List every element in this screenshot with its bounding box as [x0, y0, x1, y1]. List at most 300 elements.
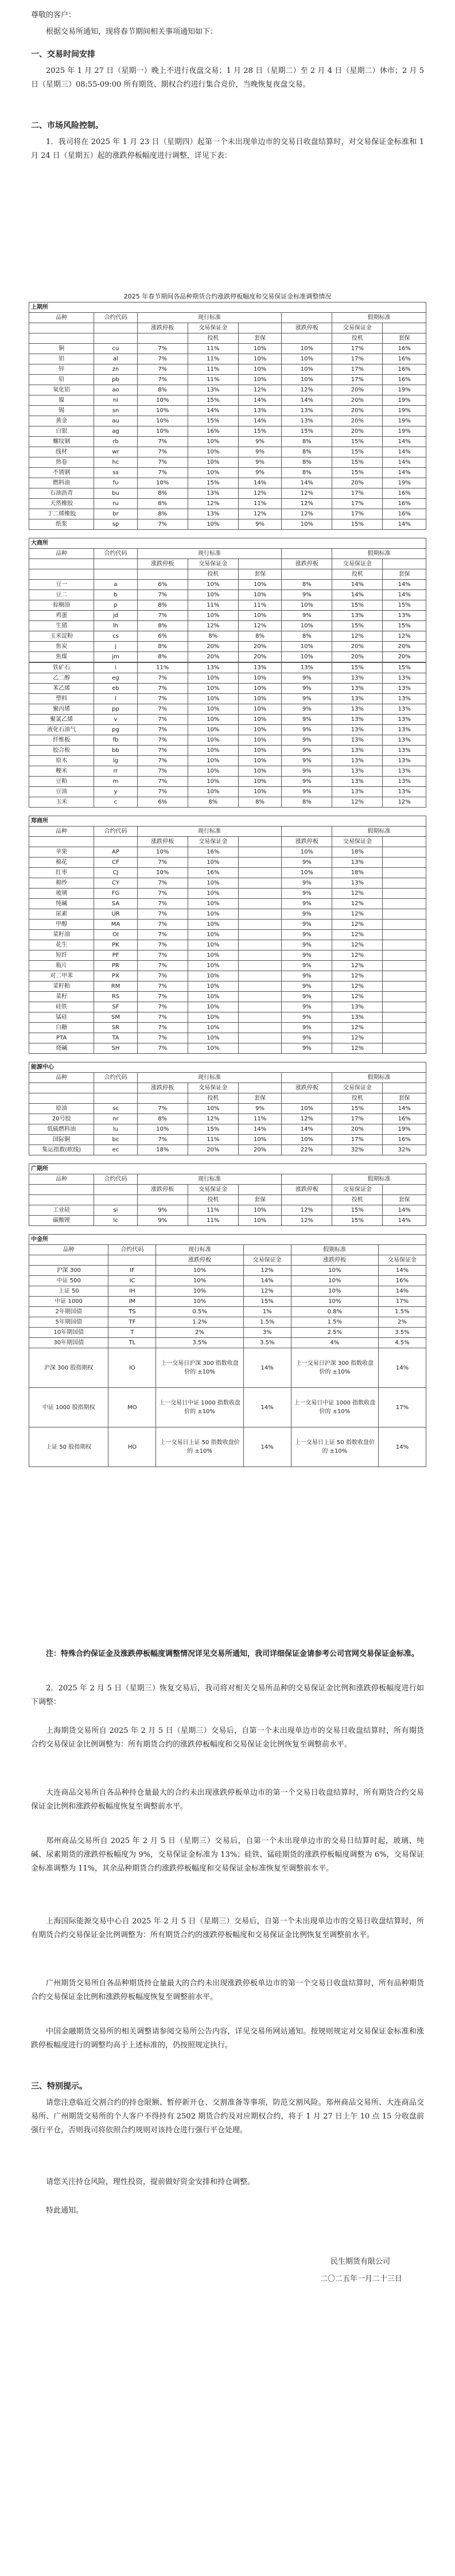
rate-cell: 15%	[188, 1124, 238, 1135]
product-name: 液化石油气	[29, 725, 94, 735]
rate-cell: 14%	[383, 457, 426, 468]
contract-code: SM	[94, 1012, 137, 1023]
rate-cell: 10%	[188, 437, 238, 447]
rate-cell: 32%	[383, 1145, 426, 1155]
rate-cell: 10%	[188, 889, 238, 899]
rate-cell: 8%	[137, 642, 188, 652]
table-row	[29, 992, 426, 1002]
product-name: 粳米	[29, 766, 94, 777]
subheader-cell: 涨跌停板	[282, 323, 332, 333]
rate-cell: 9%	[282, 746, 332, 756]
rate-cell: 15%	[243, 1297, 291, 1307]
contract-code: IM	[108, 1297, 156, 1307]
rate-cell: 13%	[282, 406, 332, 416]
table-row	[29, 981, 426, 992]
contract-code: SH	[94, 1043, 137, 1054]
rate-cell: 7%	[137, 940, 188, 951]
table-row	[29, 1328, 426, 1338]
subheader-row	[29, 559, 426, 569]
header-cell: 合约代码	[94, 1073, 137, 1083]
header-cell	[282, 827, 332, 837]
rate-cell: 10%	[137, 478, 188, 488]
subheader-cell: 交易保证金	[188, 837, 238, 847]
table-6	[29, 1163, 426, 1226]
product-name: 焦煤	[29, 652, 94, 662]
rate-cell: 7%	[137, 735, 188, 746]
rate-cell: 10%	[188, 694, 238, 704]
subheader-row	[29, 1195, 426, 1205]
rate-cell: 10%	[188, 673, 238, 684]
rate-cell: 16%	[383, 509, 426, 519]
rate-cell: 19%	[383, 385, 426, 395]
subheader-cell: 交易保证金	[243, 1255, 291, 1266]
rate-cell: 13%	[332, 787, 383, 797]
rate-cell: 18%	[137, 1145, 188, 1155]
contract-code: sp	[94, 519, 137, 530]
rate-cell: 10%	[188, 457, 238, 468]
product-name: 胶合板	[29, 746, 94, 756]
rate-cell: 10%	[238, 673, 281, 684]
product-name: 2年期国债	[29, 1307, 108, 1317]
rate-cell	[383, 961, 426, 971]
product-name: 10年期国债	[29, 1328, 108, 1338]
para-cffex: 中国金融期货交易所的相关调整请参阅交易所公告内容，详见交易所网站通知。按规则规定对交易保证金标准和涨跌停板幅度进行的调整均高于上述标准的，仍按照规定执行。	[31, 2027, 424, 2050]
rate-cell: 8%	[188, 797, 238, 808]
table-4	[29, 816, 426, 1054]
rate-cell: 17%	[332, 509, 383, 519]
table-row	[29, 1043, 426, 1054]
rate-cell	[383, 858, 426, 868]
rate-cell: 8%	[137, 385, 188, 395]
product-name: 玉米淀粉	[29, 631, 94, 642]
rate-cell: 1.5%	[243, 1317, 291, 1328]
rate-cell: 10%	[282, 600, 332, 611]
table-row	[29, 437, 426, 447]
contract-code: SF	[94, 1002, 137, 1012]
product-name: 棉花	[29, 858, 94, 868]
subheader-cell: 交易保证金	[188, 1083, 238, 1093]
header-cell: 合约代码	[94, 827, 137, 837]
rate-cell: 1%	[243, 1307, 291, 1317]
product-name: 短纤	[29, 951, 94, 961]
rate-cell: 12%	[188, 499, 238, 509]
rate-cell: 7%	[137, 354, 188, 364]
header-cell: 假期标准	[332, 549, 426, 559]
subheader-cell	[238, 1185, 281, 1195]
rate-cell	[238, 951, 281, 961]
rate-cell: 9%	[282, 777, 332, 787]
subheader-cell	[94, 569, 137, 580]
rate-cell: 14%	[238, 395, 281, 406]
rate-cell	[383, 868, 426, 878]
subheader-cell	[29, 559, 94, 569]
rate-cell: 10%	[188, 1002, 238, 1012]
rate-cell	[238, 930, 281, 940]
table-row	[29, 478, 426, 488]
rate-cell: 2.5%	[291, 1328, 378, 1338]
para-2: 2．2025 年 2 月 5 日（星期三）恢复交易后，我司将对相关交易所品种的交易保证金比例和涨跌停板幅度进行如下调整：	[31, 1684, 424, 1706]
subheader-cell: 涨跌停板	[137, 1083, 188, 1093]
section-row	[29, 1062, 426, 1073]
product-name: 天然橡胶	[29, 499, 94, 509]
subheader-cell	[29, 1195, 94, 1205]
rate-cell: 10%	[282, 621, 332, 631]
rate-cell: 10%	[137, 1124, 188, 1135]
table-row	[29, 1124, 426, 1135]
rate-cell	[238, 899, 281, 909]
contract-code: ec	[94, 1145, 137, 1155]
rate-cell: 15%	[238, 426, 281, 437]
rate-cell: 7%	[137, 909, 188, 920]
header-cell	[282, 1073, 332, 1083]
table-row	[29, 385, 426, 395]
rate-cell: 7%	[137, 787, 188, 797]
header-row	[29, 1245, 426, 1255]
table-row	[29, 621, 426, 631]
rate-cell: 16%	[383, 1135, 426, 1145]
rate-cell: 12%	[383, 631, 426, 642]
table-row	[29, 663, 426, 673]
rate-cell: 7%	[137, 694, 188, 704]
rate-cell: 17%	[332, 1135, 383, 1145]
subheader-cell: 交易保证金	[188, 559, 238, 569]
contract-code: pp	[94, 704, 137, 715]
rate-cell: 19%	[383, 406, 426, 416]
table-row	[29, 1033, 426, 1043]
rate-cell: 10%	[238, 1205, 281, 1216]
product-name: 菜籽	[29, 992, 94, 1002]
table-row	[29, 488, 426, 499]
table-row	[29, 509, 426, 519]
rate-cell: 15%	[383, 600, 426, 611]
rate-cell: 15%	[332, 468, 383, 478]
rate-cell: 9%	[238, 437, 281, 447]
rate-cell: 10%	[188, 468, 238, 478]
rate-cell: 20%	[383, 642, 426, 652]
rate-cell: 13%	[188, 488, 238, 499]
rate-cell: 12%	[238, 385, 281, 395]
exchange-name: 中金所	[29, 1235, 426, 1245]
subheader-cell	[29, 837, 94, 847]
product-name: 聚丙烯	[29, 704, 94, 715]
rate-cell: 6%	[137, 631, 188, 642]
para-czce: 郑州商品交易所自 2025 年 2 月 5 日（星期三）交易后，自第一个未出现单边市的交易日结算时起，玻璃、纯碱、尿素期货的涨跌停板幅度为 9%，交易保证金标准为 13%；硅铁、锰硅期货的涨跌停板幅度调整为 6%，交易保证金标准调整为 11%，其余品种期货合约涨跌停板幅度和交易保证金标准恢复至调整前水平。	[31, 1837, 424, 1873]
rate-cell: 12%	[332, 971, 383, 981]
rate-cell: 17%	[332, 1114, 383, 1124]
rate-cell: 20%	[188, 642, 238, 652]
rate-cell: 15%	[332, 457, 383, 468]
rate-cell: 11%	[188, 364, 238, 375]
rate-cell: 14%	[378, 1348, 426, 1388]
rate-cell: 7%	[137, 673, 188, 684]
rate-cell: 7%	[137, 715, 188, 725]
rate-cell	[238, 858, 281, 868]
rate-cell: 10%	[188, 909, 238, 920]
rate-cell: 8%	[282, 457, 332, 468]
rate-cell: 10%	[137, 416, 188, 426]
rate-cell	[238, 1043, 281, 1054]
rate-cell: 15%	[332, 600, 383, 611]
contract-code: c	[94, 797, 137, 808]
rate-cell: 10%	[238, 756, 281, 766]
rate-cell: 13%	[383, 611, 426, 621]
rate-cell	[238, 971, 281, 981]
rate-cell: 7%	[137, 611, 188, 621]
rate-cell: 13%	[383, 725, 426, 735]
exchange-name: 大商所	[29, 538, 426, 549]
contract-code: pg	[94, 725, 137, 735]
subheader-cell: 涨跌停板	[156, 1255, 243, 1266]
product-name: 铁矿石	[29, 663, 94, 673]
subheader-cell	[238, 559, 281, 569]
rate-cell: 2%	[156, 1328, 243, 1338]
table-row	[29, 1338, 426, 1348]
contract-code: MA	[94, 920, 137, 930]
product-name: 镍	[29, 395, 94, 406]
rate-cell: 11%	[188, 600, 238, 611]
header-cell: 假期标准	[332, 313, 426, 323]
contract-code: TL	[108, 1338, 156, 1348]
rate-cell: 13%	[332, 735, 383, 746]
rate-cell: 9%	[282, 1012, 332, 1023]
table-row	[29, 1023, 426, 1033]
rate-cell: 10%	[188, 1012, 238, 1023]
rate-cell: 12%	[332, 631, 383, 642]
contract-code: TA	[94, 1033, 137, 1043]
subheader-cell: 涨跌停板	[282, 559, 332, 569]
table-row	[29, 447, 426, 457]
rate-cell: 10%	[238, 704, 281, 715]
table-row	[29, 1002, 426, 1012]
rate-cell: 8%	[137, 488, 188, 499]
rate-cell: 10%	[282, 519, 332, 530]
rate-cell	[383, 971, 426, 981]
rate-cell: 9%	[282, 694, 332, 704]
rate-cell: 12%	[238, 488, 281, 499]
rate-cell: 10%	[188, 940, 238, 951]
contract-code: ao	[94, 385, 137, 395]
product-name: 豆一	[29, 580, 94, 590]
contract-code: OI	[94, 930, 137, 940]
rate-cell: 10%	[188, 971, 238, 981]
rate-cell: 7%	[137, 756, 188, 766]
rate-cell: 13%	[188, 385, 238, 395]
rate-cell: 13%	[383, 715, 426, 725]
rate-cell: 10%	[238, 694, 281, 704]
rate-cell: 7%	[137, 375, 188, 385]
contract-code: ni	[94, 395, 137, 406]
rate-cell: 12%	[332, 899, 383, 909]
rate-cell: 3%	[243, 1328, 291, 1338]
subheader-cell	[29, 323, 94, 333]
rate-cell: 7%	[137, 344, 188, 354]
contract-code: sc	[94, 1104, 137, 1114]
table-row	[29, 756, 426, 766]
header-cell: 现行标准	[137, 313, 282, 323]
rate-cell: 15%	[188, 416, 238, 426]
subheader-cell: 套保	[238, 1195, 281, 1205]
rate-cell: 18%	[332, 847, 383, 858]
section-3-p1: 请您注意临近交割合约的持仓限额、暂停新开仓、交割准备等事项，防范交割风险。郑州商品交易所、大连商品交易所、广州期货交易所的个人客户不得持有 2502 期货合约及对应期权合约，将于 1 月 27 日上午 10 点 15 分收盘前强行平仓，否则我司将依照合约规则对该持仓进行强行平仓处理。	[31, 2098, 424, 2135]
rate-cell: 19%	[383, 1124, 426, 1135]
rate-cell: 16%	[383, 364, 426, 375]
product-name: 花生	[29, 940, 94, 951]
subheader-cell: 交易保证金	[188, 323, 238, 333]
section-3-title: 三、特别提示。	[31, 2082, 87, 2091]
table-row	[29, 858, 426, 868]
rate-cell: 12%	[332, 1033, 383, 1043]
table-2	[29, 538, 426, 662]
table-row	[29, 416, 426, 426]
subheader-cell: 涨跌停板	[137, 559, 188, 569]
rate-cell: 10%	[238, 715, 281, 725]
rate-cell: 13%	[383, 756, 426, 766]
rate-cell: 上一交易日上证 50 指数收盘价的 ±10%	[291, 1427, 378, 1467]
table-row	[29, 395, 426, 406]
table-row	[29, 426, 426, 437]
rate-cell: 13%	[238, 663, 281, 673]
rate-cell	[238, 920, 281, 930]
product-name: 30年期国债	[29, 1338, 108, 1348]
para-shfe: 上海期货交易所自 2025 年 2 月 5 日（星期三）交易后，自第一个未出现单边市的交易日收盘结算时，所有期货合约交易保证金比例调整为：所有期货合约的涨跌停板幅度和交易保证金比例恢复至调整前水平。	[31, 1727, 424, 1749]
subheader-cell: 交易保证金	[378, 1255, 426, 1266]
rate-cell: 16%	[383, 354, 426, 364]
contract-code: au	[94, 416, 137, 426]
rate-cell	[238, 961, 281, 971]
contract-code: PK	[94, 940, 137, 951]
subheader-cell	[29, 333, 94, 344]
table-row	[29, 1114, 426, 1124]
subheader-cell	[383, 323, 426, 333]
product-name: 丁二烯橡胶	[29, 509, 94, 519]
rate-cell: 8%	[137, 1114, 188, 1124]
rate-cell	[383, 981, 426, 992]
rate-cell: 10%	[282, 1104, 332, 1114]
table-3	[29, 662, 426, 808]
subheader-row	[29, 1185, 426, 1195]
rate-cell: 16%	[188, 847, 238, 858]
product-name: 石油沥青	[29, 488, 94, 499]
table-row	[29, 344, 426, 354]
rate-cell: 12%	[332, 797, 383, 808]
option-row	[29, 1348, 426, 1388]
rate-cell: 7%	[137, 704, 188, 715]
rate-cell	[383, 889, 426, 899]
rate-cell: 14%	[282, 1124, 332, 1135]
product-name: 玉米	[29, 797, 94, 808]
contract-code: FG	[94, 889, 137, 899]
subheader-row	[29, 323, 426, 333]
table-row	[29, 673, 426, 684]
rate-cell: 11%	[188, 344, 238, 354]
subheader-cell	[282, 1093, 332, 1104]
subheader-cell: 投机	[332, 1195, 383, 1205]
contract-code: eb	[94, 684, 137, 694]
rate-cell: 10%	[188, 704, 238, 715]
rate-cell: 10%	[137, 847, 188, 858]
subheader-cell: 交易保证金	[332, 323, 383, 333]
subheader-cell: 套保	[383, 333, 426, 344]
rate-cell: 19%	[383, 416, 426, 426]
rate-cell: 13%	[282, 663, 332, 673]
contract-code: jm	[94, 652, 137, 662]
subheader-cell: 涨跌停板	[291, 1255, 378, 1266]
rate-cell: 7%	[137, 1002, 188, 1012]
product-name: 塑料	[29, 694, 94, 704]
rate-cell: 13%	[332, 673, 383, 684]
header-cell: 现行标准	[137, 549, 282, 559]
rate-cell: 10%	[238, 746, 281, 756]
contract-code: jd	[94, 611, 137, 621]
contract-code: i	[94, 663, 137, 673]
rate-cell: 7%	[137, 590, 188, 600]
rate-cell: 14%	[238, 1124, 281, 1135]
subheader-cell	[383, 559, 426, 569]
table-row	[29, 787, 426, 797]
product-name: 氧化铝	[29, 385, 94, 395]
rate-cell: 上一交易日上证 50 指数收盘价的 ±10%	[156, 1427, 243, 1467]
rate-cell	[383, 930, 426, 940]
subheader-cell	[238, 837, 281, 847]
rate-cell: 9%	[282, 715, 332, 725]
rate-cell: 14%	[238, 478, 281, 488]
rate-cell: 13%	[188, 509, 238, 519]
table-title: 2025 年春节期间各品种期货合约涨跌停板幅度和交易保证金标准调整情况	[123, 293, 332, 300]
rate-cell	[238, 909, 281, 920]
rate-cell: 9%	[282, 611, 332, 621]
rate-cell: 8%	[137, 509, 188, 519]
rate-cell: 15%	[383, 621, 426, 631]
rate-cell: 7%	[137, 971, 188, 981]
rate-cell: 10%	[188, 756, 238, 766]
rate-cell: 8%	[282, 447, 332, 457]
option-row	[29, 1388, 426, 1427]
contract-code: nr	[94, 1114, 137, 1124]
contract-code: lh	[94, 621, 137, 631]
contract-code: UR	[94, 909, 137, 920]
rate-cell	[238, 940, 281, 951]
contract-code: RS	[94, 992, 137, 1002]
subheader-cell: 涨跌停板	[137, 837, 188, 847]
product-name: 中证 1000	[29, 1297, 108, 1307]
rate-cell: 9%	[282, 787, 332, 797]
table-5	[29, 1062, 426, 1155]
rate-cell: 13%	[332, 756, 383, 766]
header-cell	[243, 1245, 291, 1255]
product-name: 豆油	[29, 787, 94, 797]
rate-cell: 10%	[238, 590, 281, 600]
rate-cell: 11%	[188, 354, 238, 364]
product-name: 锌	[29, 364, 94, 375]
rate-cell: 10%	[238, 684, 281, 694]
rate-cell: 15%	[332, 1205, 383, 1216]
rate-cell	[383, 899, 426, 909]
contract-code: ag	[94, 426, 137, 437]
rate-cell: 13%	[332, 684, 383, 694]
subheader-cell	[94, 837, 137, 847]
table-row	[29, 354, 426, 364]
rate-cell: 10%	[188, 787, 238, 797]
product-name: 锡	[29, 406, 94, 416]
product-name: 聚氯乙烯	[29, 715, 94, 725]
product-name: 焦炭	[29, 642, 94, 652]
table-row	[29, 909, 426, 920]
rate-cell: 14%	[238, 416, 281, 426]
rate-cell: 16%	[383, 375, 426, 385]
rate-cell: 14%	[243, 1427, 291, 1467]
rate-cell: 10%	[137, 868, 188, 878]
rate-cell: 7%	[137, 992, 188, 1002]
